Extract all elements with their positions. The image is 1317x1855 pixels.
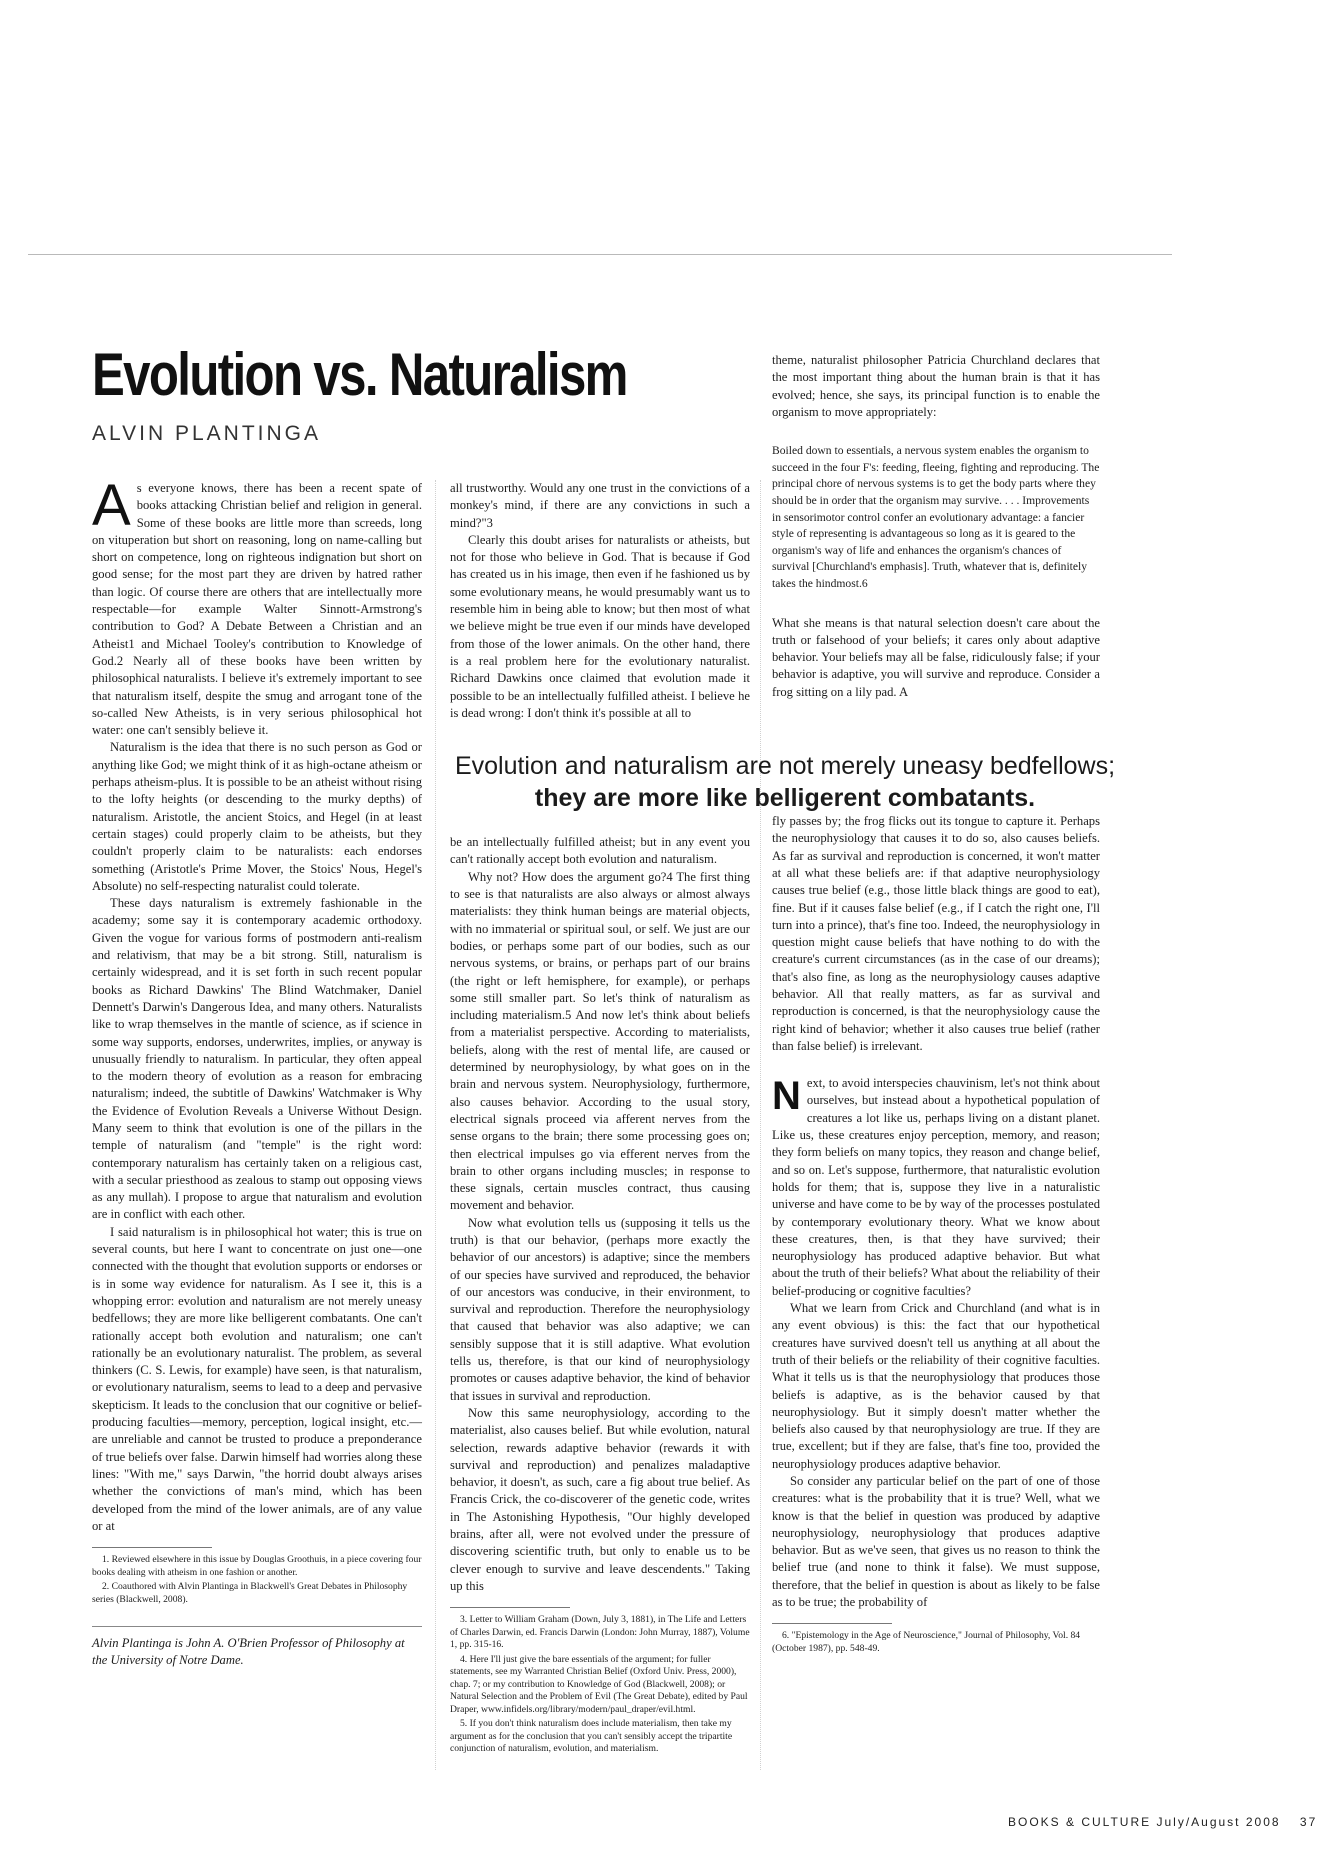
paragraph: Now this same neurophysiology, according to the materialist, also causes belief. But while evolution, natural selection, rewards adaptive behavior (rewards it with survival and reproduction) and penalizes maladaptive behavior, it doesn't, as such, care a fig about true belief. As Francis Crick, the co-discoverer of the genetic code, writes in The Astonishing Hypothesis, "Our highly developed brains, after all, were not evolved under the pressure of discovering scientific truth, but only to enable us to be clever enough to survive and leave descendents." Taking up this (450, 1405, 750, 1593)
footnote: 1. Reviewed elsewhere in this issue by Douglas Groothuis, in a piece covering four books dealing with atheism in one fashion or another. (92, 1554, 422, 1578)
paragraph-text: ext, to avoid interspecies chauvinism, let's not think about ourselves, but instead about a hypothetical population of creatures a lot like us, perhaps living on a distant planet. Like us, these creatures enjoy perception, memory, and reason; they form beliefs on many topics, they reason and change belief, and so on. Let's suppose, furthermore, that naturalistic evolution holds for them; that is, suppose they live in a naturalistic universe and have come to be by way of the processes postulated by contemporary evolutionary theory. What we know about these creatures, then, is that they have survived; their neurophysiology has produced adaptive behavior. But what about the truth of their beliefs? What about the reliability of their belief-producing or cognitive faculties? (772, 1076, 1100, 1298)
footnote-rule (772, 1623, 892, 1624)
footnote: 5. If you don't think naturalism does include materialism, then take my argument as for the conclusion that you can't sensibly accept the tripartite conjunction of naturalism, evolution, and materialism. (450, 1718, 733, 1755)
article-author: ALVIN PLANTINGA (92, 422, 321, 445)
paragraph: What she means is that natural selection doesn't care about the truth or falsehood of your beliefs; it cares only about adaptive behavior. Your beliefs may all be false, ridiculously false; if your behavior is adaptive, you will survive and reproduce. Consider a frog sitting on a lily pad. A (772, 615, 1100, 699)
paragraph (92, 473, 422, 739)
footnote: 6. "Epistemology in the Age of Neuroscience," Journal of Philosophy, Vol. 84 (October 1987), pp. 548-49. (772, 1630, 1081, 1654)
paragraph: fly passes by; the frog flicks out its tongue to capture it. Perhaps the neurophysiology that causes it to do so, also causes beliefs. As far as survival and reproduction is concerned, it won't matter at all what these beliefs are: if that adaptive neurophysiology causes true belief (e.g., those little black things are good to eat), fine. But if it causes false belief (e.g., if I catch the right one, I'll turn into a prince), that's fine too. Indeed, the neurophysiology in question might cause beliefs that have nothing to do with the creature's current circumstances (as in the case of our dreams); that's also fine, as long as the neurophysiology causes adaptive behavior. All that really matters, as far as survival and reproduction is concerned, is that the neurophysiology cause the right kind of behavior; whether it also causes true belief (rather than false belief) is irrelevant. (772, 814, 1100, 1053)
paragraph: theme, naturalist philosopher Patricia Churchland declares that the most important thing about the human brain is that it has evolved; hence, she says, its principal function is to enable the organism to move appropriately: (772, 353, 1100, 419)
quote-text: Boiled down to essentials, a nervous system enables the organism to succeed in the four F's: feeding, fleeing, fighting and reproducing. The principal chore of nervous systems is to get the body parts where they should be in order that the organism may survive. . . . Improvements in sensorimotor control confer an evolutionary advantage: a fancier style of representing is advantageous so long as it is geared to the organism's way of life and enhances the organism's chances of survival [Churchland's emphasis]. Truth, whatever that is, definitely takes the hindmost.6 (772, 444, 1100, 590)
column-1 (92, 473, 422, 1669)
footnotes (92, 1554, 422, 1606)
column-divider (760, 480, 761, 1770)
drop-cap: N (772, 1074, 801, 1119)
paragraph: These days naturalism is extremely fashionable in the academy; some say it is contemporary academic orthodoxy. Given the vogue for various forms of postmodern anti-realism and relativism, that may be a bit strong. Still, naturalism is certainly widespread, and it is set forth in such recent popular books as Richard Dawkins' The Blind Watchmaker, Daniel Dennett's Darwin's Dangerous Idea, and many others. Naturalists like to wrap themselves in the mantle of science, as if science in some way supports, endorses, underwrites, implies, or anyway is unusually friendly to naturalism. In particular, they often appeal to the modern theory of evolution as a reason for embracing naturalism; indeed, the subtitle of Dawkins' Watchmaker is Why the Evidence of Evolution Reveals a Universe Without Design. Many seem to think that evolution is one of the pillars in the temple of naturalism (and "temple" is the right word: contemporary naturalism has certainly taken on a religious cast, with a secular priesthood as zealous to stamp out opposing views as any mullah). I propose to argue that naturalism and evolution are in conflict with each other. (92, 896, 422, 1222)
paragraph-text: s everyone knows, there has been a recent spate of books attacking Christian belief and religion in general. Some of these books are little more than screeds, long on vituperation but short on reasoning, long on name-calling but short on competence, long on righteous indignation but short on good sense; for the most part they are driven by hatred rather than logic. Of course there are others that are intellectually more respectable—for example Walter Sinnott-Armstrong's contribution to God? A Debate Between a Christian and an Atheist1 and Michael Tooley's contribution to Knowledge of God.2 Nearly all of these books have been written by philosophical naturalists. I believe it's extremely important to see that naturalism itself, despite the smug and arrogant tone of the so-called New Atheists, is in very serious philosophical hot water: one can't sensibly believe it. (92, 481, 422, 738)
paragraph: I said naturalism is in philosophical hot water; this is true on several counts, but here I want to concentrate on just one—one connected with the thought that evolution supports or endorses or is in some way evidence for naturalism. As I see it, this is a whopping error: evolution and naturalism are not merely uneasy bedfellows; they are more like belligerent combatants. One can't rationally accept both evolution and naturalism; one can't rationally be an evolutionary naturalist. The problem, as several thinkers (C. S. Lewis, for example) have seen, is that naturalism, or evolutionary naturalism, seems to lead to a deep and pervasive skepticism. It leads to the conclusion that our cognitive or belief-producing faculties—memory, perception, logical insight, etc.—are unreliable and cannot be trusted to produce a preponderance of true beliefs over false. Darwin himself had worries along these lines: "With me," says Darwin, "the horrid doubt always arises whether the convictions of man's mind, which has been developed from the mind of the lower animals, are of any value or at (92, 1224, 422, 1533)
footnote-rule (450, 1607, 570, 1608)
paragraph: What we learn from Crick and Churchland (and what is in any event obvious) is this: the fact that our hypothetical creatures have survived doesn't tell us anything at all about the truth of their beliefs or the reliability of their cognitive faculties. What it tells us is that the neurophysiology that produces those beliefs is adaptive, as is the behavior caused by that neurophysiology. But it simply doesn't matter whether the beliefs also caused by that neurophysiology are true. If they are true, excellent; but if they are false, that's fine too, provided the neurophysiology produces adaptive behavior. (772, 1301, 1100, 1471)
section-break (772, 1055, 1100, 1075)
paragraph: Clearly this doubt arises for naturalists or atheists, but not for those who believe in God. That is because if God has created us in his image, then even if he fashioned us by some evolutionary means, he would presumably want us to resemble him in being able to know; but then most of what we believe might be true even if our minds have developed from those of the lower animals. On the other hand, there is a real problem here for the evolutionary naturalist. Richard Dawkins once claimed that evolution made it possible to be an intellectually fulfilled atheist. I believe he is dead wrong: I don't think it's possible at all to (450, 532, 750, 720)
pull-quote-line-bold: they are more like belligerent combatants. (534, 784, 1036, 812)
footnote: 3. Letter to William Graham (Down, July 3, 1881), in The Life and Letters of Charles Darwin, ed. Francis Darwin (London: John Murray, 1887), Volume 1, pp. 315-16. (450, 1614, 750, 1651)
top-rule (28, 254, 1172, 255)
footnotes (450, 1614, 750, 1756)
paragraph: Naturalism is the idea that there is no such person as God or anything like God; we might think of it as high-octane atheism or perhaps atheism-plus. It is possible to be an atheist without rising to the lofty heights (or descending to the murky depths) of naturalism. Aristotle, the ancient Stoics, and Hegel (in at least certain stages) could properly claim to be atheists, but they couldn't properly claim to be naturalists: each endorses something (Aristotle's Prime Mover, the Stoics' Nous, Hegel's Absolute) no self-respecting naturalist could tolerate. (92, 740, 422, 893)
paragraph: Why not? How does the argument go?4 The first thing to see is that naturalists are also always or almost always materialists: they think human beings are material objects, with no immaterial or spiritual soul, or self. We just are our bodies, or perhaps some part of our bodies, such as our nervous systems, or brains, or perhaps part of our brains (the right or left hemisphere, for example), or perhaps some still smaller part. So let's think of naturalism as including materialism.5 And now let's think about beliefs from a materialist perspective. According to materialists, beliefs, along with the rest of mental life, are caused or determined by neurophysiology, by what goes on in the brain and nervous system. Neurophysiology, furthermore, also causes behavior. According to the usual story, electrical signals proceed via afferent nerves from the sense organs to the brain; there some processing goes on; then electrical impulses go via efferent nerves from the brain to other organs including muscles; in response to these signals, certain muscles contract, thus causing movement and behavior. (450, 869, 750, 1213)
paragraph: So consider any particular belief on the part of one of those creatures: what is the probability that it is true? Well, what we know is that the belief in question was produced by adaptive neurophysiology, neurophysiology that produces adaptive behavior. But as we've seen, that gives us no reason to think the belief true (and none to think it false). We must suppose, therefore, that the belief in question is about as likely to be false as to be true; the probability of (772, 1474, 1100, 1610)
paragraph: all trustworthy. Would any one trust in the convictions of a monkey's mind, if there are any convictions in such a mind?"3 (450, 481, 750, 530)
drop-cap: A (92, 473, 131, 538)
column-3 (772, 352, 1100, 1657)
pull-quote (440, 750, 1130, 814)
paragraph: Now what evolution tells us (supposing it tells us the truth) is that our behavior, (perhaps more exactly the behavior of our ancestors) is adaptive; since the members of our species have survived and reproduced, the behavior of our ancestors was conducive, in their environment, to survival and reproduction. Therefore the neurophysiology that caused that behavior was also adaptive; we can sensibly suppose that it is still adaptive. What evolution tells us, therefore, is that our kind of neurophysiology promotes or causes adaptive behavior, the kind of behavior that issues in survival and reproduction. (450, 1215, 750, 1403)
page-number: 37 (1299, 1815, 1317, 1829)
magazine-name: BOOKS & CULTURE (1008, 1815, 1152, 1829)
footnote-rule (92, 1547, 212, 1548)
pull-quote-line: Evolution and naturalism are not merely uneasy bedfellows; (454, 752, 1116, 780)
page-footer (1008, 1815, 1317, 1829)
paragraph: be an intellectually fulfilled atheist; but in any event you can't rationally accept both evolution and naturalism. (450, 835, 750, 867)
author-bio: Alvin Plantinga is John A. O'Brien Professor of Philosophy at the University of Notre Dame. (92, 1626, 422, 1669)
footnotes (772, 1630, 1100, 1655)
issue-date: July/August 2008 (1156, 1815, 1281, 1829)
footnote: 2. Coauthored with Alvin Plantinga in Blackwell's Great Debates in Philosophy series (Blackwell, 2008). (92, 1581, 408, 1605)
footnote: 4. Here I'll just give the bare essentials of the argument; for fuller statements, see my Warranted Christian Belief (Oxford Univ. Press, 2000), chap. 7; or my contribution to Knowledge of God (Blackwell, 2008); or Natural Selection and the Problem of Evil (The Great Debate), edited by Paul Draper, www.infidels.org/library/modern/paul_draper/evil.html. (450, 1653, 748, 1715)
column-divider (435, 480, 436, 1770)
paragraph (772, 1075, 1100, 1300)
block-quote (772, 443, 1100, 592)
article-title: Evolution vs. Naturalism (92, 341, 627, 408)
column-2 (450, 480, 750, 1758)
